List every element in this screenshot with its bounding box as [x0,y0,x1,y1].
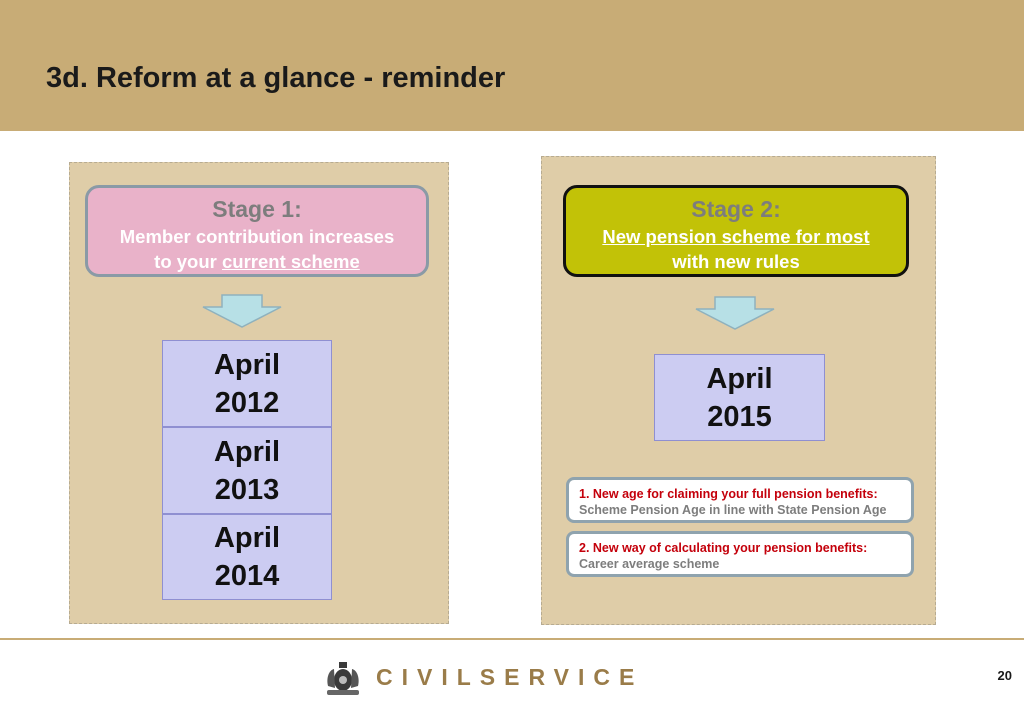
stage2-description [566,224,906,274]
info-point-title: 1. New age for claiming your full pension benefits: [579,487,878,501]
info-point-pension-age [566,477,914,523]
stage1-box [85,185,429,277]
civil-service-logo [322,656,643,698]
info-point-detail: Scheme Pension Age in line with State Pension Age [579,503,887,517]
slide-title: 3d. Reform at a glance - reminder [46,62,506,94]
date-year: 2014 [214,560,280,592]
stage1-line1: Member contribution increases [119,226,395,247]
new-pension-scheme-link[interactable]: New pension scheme for most [602,226,870,247]
stage2-heading: Stage 2: [691,196,781,222]
date-year: 2012 [214,386,280,419]
info-point-title: 2. New way of calculating your pension benefits: [579,541,868,555]
stage2-line1 [566,224,906,249]
date-year: 2013 [214,473,280,506]
stage1-heading: Stage 1: [212,196,302,222]
current-scheme-link[interactable]: current scheme [222,251,360,272]
date-month: April [213,522,281,554]
date-year: 2015 [707,400,772,433]
date-box-2012 [162,340,332,427]
logo-civil: CIVIL [376,663,480,690]
date-month: April [213,348,281,381]
info-point-calculation [566,531,914,577]
date-box-2014 [162,514,332,600]
logo-wordmark [376,664,643,691]
stage2-line2: with new rules [672,251,800,272]
date-box-2015 [654,354,825,441]
stage1-line2 [88,249,426,274]
date-month: April [706,362,773,395]
stage2-down-arrow-icon [694,296,776,330]
stage2-box [563,185,909,277]
stage1-down-arrow-icon [201,294,283,328]
logo-service: SERVICE [479,663,644,690]
info-point-detail: Career average scheme [579,557,720,571]
stage1-description [88,224,426,274]
royal-crest-icon [322,656,364,698]
date-box-2013 [162,427,332,514]
page-number: 20 [997,668,1012,683]
date-month: April [213,435,281,468]
stage1-line2-prefix: to your [154,251,223,272]
footer-divider [0,638,1024,640]
